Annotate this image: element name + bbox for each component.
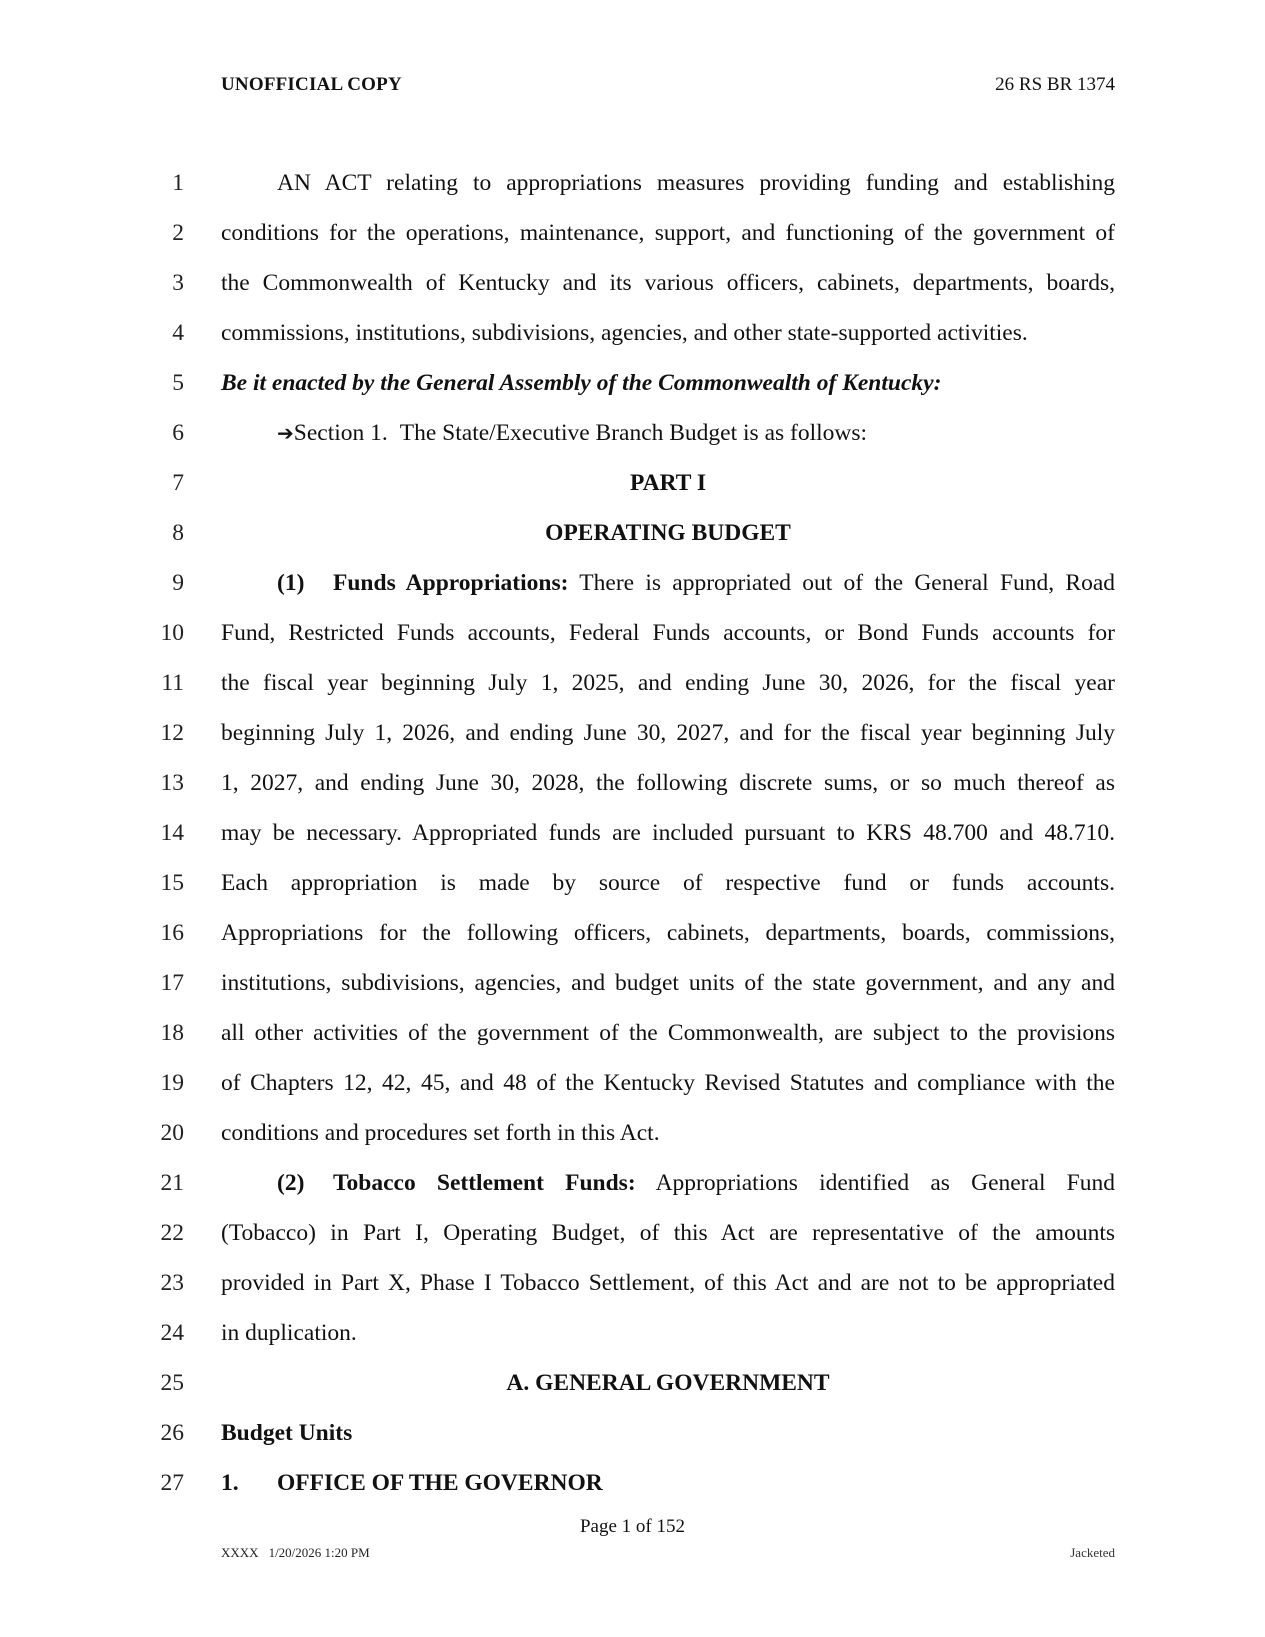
line-25 (0, 1368, 1265, 1418)
line-20 (0, 1118, 1265, 1168)
line-1 (0, 168, 1265, 218)
line-number: 4 (172, 320, 184, 346)
line-text: 1, 2027, and ending June 30, 2028, the following discrete sums, or so much thereof as (221, 770, 1115, 796)
budget-units-heading: Budget Units (221, 1420, 353, 1446)
line-number: 20 (160, 1120, 184, 1146)
enacting-clause: Be it enacted by the General Assembly of the Commonwealth of Kentucky: (221, 370, 942, 396)
line-text: the fiscal year beginning July 1, 2025, and ending June 30, 2026, for the fiscal year (221, 670, 1115, 696)
line-text: Appropriations for the following officers, cabinets, departments, boards, commissions, (221, 920, 1115, 946)
footer-code: XXXX (221, 1545, 259, 1560)
line-11 (0, 668, 1265, 718)
line-26 (0, 1418, 1265, 1468)
line-number: 9 (172, 570, 184, 596)
line-text: There is appropriated out of the General Fund, Road (579, 570, 1115, 596)
line-3 (0, 268, 1265, 318)
line-text: conditions and procedures set forth in this Act. (221, 1120, 660, 1146)
part-heading: PART I (630, 470, 706, 496)
line-text: institutions, subdivisions, agencies, and budget units of the state government, and any and (221, 970, 1115, 996)
line-5 (0, 368, 1265, 418)
footer-status: Jacketed (1070, 1545, 1115, 1560)
section-text: The State/Executive Branch Budget is as follows: (399, 420, 868, 446)
line-number: 13 (160, 770, 184, 796)
line-4 (0, 318, 1265, 368)
part-subheading: OPERATING BUDGET (545, 520, 791, 546)
budget-unit-heading (221, 1468, 1115, 1498)
line-number: 22 (160, 1220, 184, 1246)
subsection-number: (2) (277, 1170, 305, 1196)
header-unofficial-copy: UNOFFICIAL COPY (221, 74, 402, 95)
line-21 (0, 1168, 1265, 1218)
line-9 (0, 568, 1265, 618)
line-number: 11 (161, 670, 184, 696)
line-17 (0, 968, 1265, 1018)
line-number: 6 (172, 420, 184, 446)
subsection-2-lead (221, 1168, 1115, 1198)
line-number: 8 (172, 520, 184, 546)
subsection-1-lead (221, 568, 1115, 598)
line-text: all other activities of the government of the Commonwealth, are subject to the provisions (221, 1020, 1115, 1046)
line-number: 24 (160, 1320, 184, 1346)
section-label: Section 1. (293, 420, 388, 446)
line-number: 27 (160, 1470, 184, 1496)
line-7 (0, 468, 1265, 518)
line-number: 18 (160, 1020, 184, 1046)
line-24 (0, 1318, 1265, 1368)
arrow-right-icon: ➔ (277, 421, 294, 445)
line-8 (0, 518, 1265, 568)
line-text: Appropriations identified as General Fund (655, 1170, 1115, 1196)
line-22 (0, 1218, 1265, 1268)
line-14 (0, 818, 1265, 868)
line-19 (0, 1068, 1265, 1118)
line-12 (0, 718, 1265, 768)
category-heading: A. GENERAL GOVERNMENT (506, 1370, 830, 1396)
budget-unit-title: OFFICE OF THE GOVERNOR (277, 1470, 603, 1496)
line-number: 2 (172, 220, 184, 246)
line-number: 26 (160, 1420, 184, 1446)
line-number: 17 (160, 970, 184, 996)
line-2 (0, 218, 1265, 268)
line-13 (0, 768, 1265, 818)
line-text: (Tobacco) in Part I, Operating Budget, of this Act are representative of the amounts (221, 1220, 1115, 1246)
line-number: 1 (172, 170, 184, 196)
line-6 (0, 418, 1265, 468)
line-16 (0, 918, 1265, 968)
subsection-title: Funds Appropriations: (333, 570, 569, 596)
line-number: 10 (160, 620, 184, 646)
page-indicator: Page 1 of 152 (579, 1516, 685, 1537)
line-10 (0, 618, 1265, 668)
line-15 (0, 868, 1265, 918)
line-text: of Chapters 12, 42, 45, and 48 of the Kentucky Revised Statutes and compliance with the (221, 1070, 1115, 1096)
line-number: 7 (172, 470, 184, 496)
act-title-text: AN ACT relating to appropriations measures providing funding and establishing (277, 170, 1115, 196)
subsection-title: Tobacco Settlement Funds: (333, 1170, 636, 1196)
line-text: may be necessary. Appropriated funds are included pursuant to KRS 48.700 and 48.710. (221, 820, 1115, 846)
line-text: Fund, Restricted Funds accounts, Federal Funds accounts, or Bond Funds accounts for (221, 620, 1115, 646)
line-number: 23 (160, 1270, 184, 1296)
line-number: 15 (160, 870, 184, 896)
line-text: Each appropriation is made by source of respective fund or funds accounts. (221, 870, 1115, 896)
line-text: conditions for the operations, maintenance, support, and functioning of the government of (221, 220, 1115, 246)
line-number: 12 (160, 720, 184, 746)
line-text: commissions, institutions, subdivisions, agencies, and other state-supported activities. (221, 320, 1028, 346)
line-27 (0, 1468, 1265, 1518)
line-number: 21 (160, 1170, 184, 1196)
footer-datetime: 1/20/2026 1:20 PM (268, 1545, 370, 1560)
header-bill-request-number: 26 RS BR 1374 (995, 74, 1115, 95)
line-number: 5 (172, 370, 184, 396)
line-23 (0, 1268, 1265, 1318)
line-number: 14 (160, 820, 184, 846)
line-text: the Commonwealth of Kentucky and its various officers, cabinets, departments, boards, (221, 270, 1115, 296)
line-number: 19 (160, 1070, 184, 1096)
line-text: in duplication. (221, 1320, 357, 1346)
line-18 (0, 1018, 1265, 1068)
subsection-number: (1) (277, 570, 305, 596)
footer-left (221, 1545, 370, 1561)
line-text: provided in Part X, Phase I Tobacco Settlement, of this Act and are not to be appropriated (221, 1270, 1115, 1296)
section-heading (221, 418, 1115, 448)
line-number: 25 (160, 1370, 184, 1396)
line-number: 3 (172, 270, 184, 296)
budget-unit-number: 1. (221, 1470, 239, 1496)
line-number: 16 (160, 920, 184, 946)
line-text: beginning July 1, 2026, and ending June 30, 2027, and for the fiscal year beginning July (221, 720, 1115, 746)
